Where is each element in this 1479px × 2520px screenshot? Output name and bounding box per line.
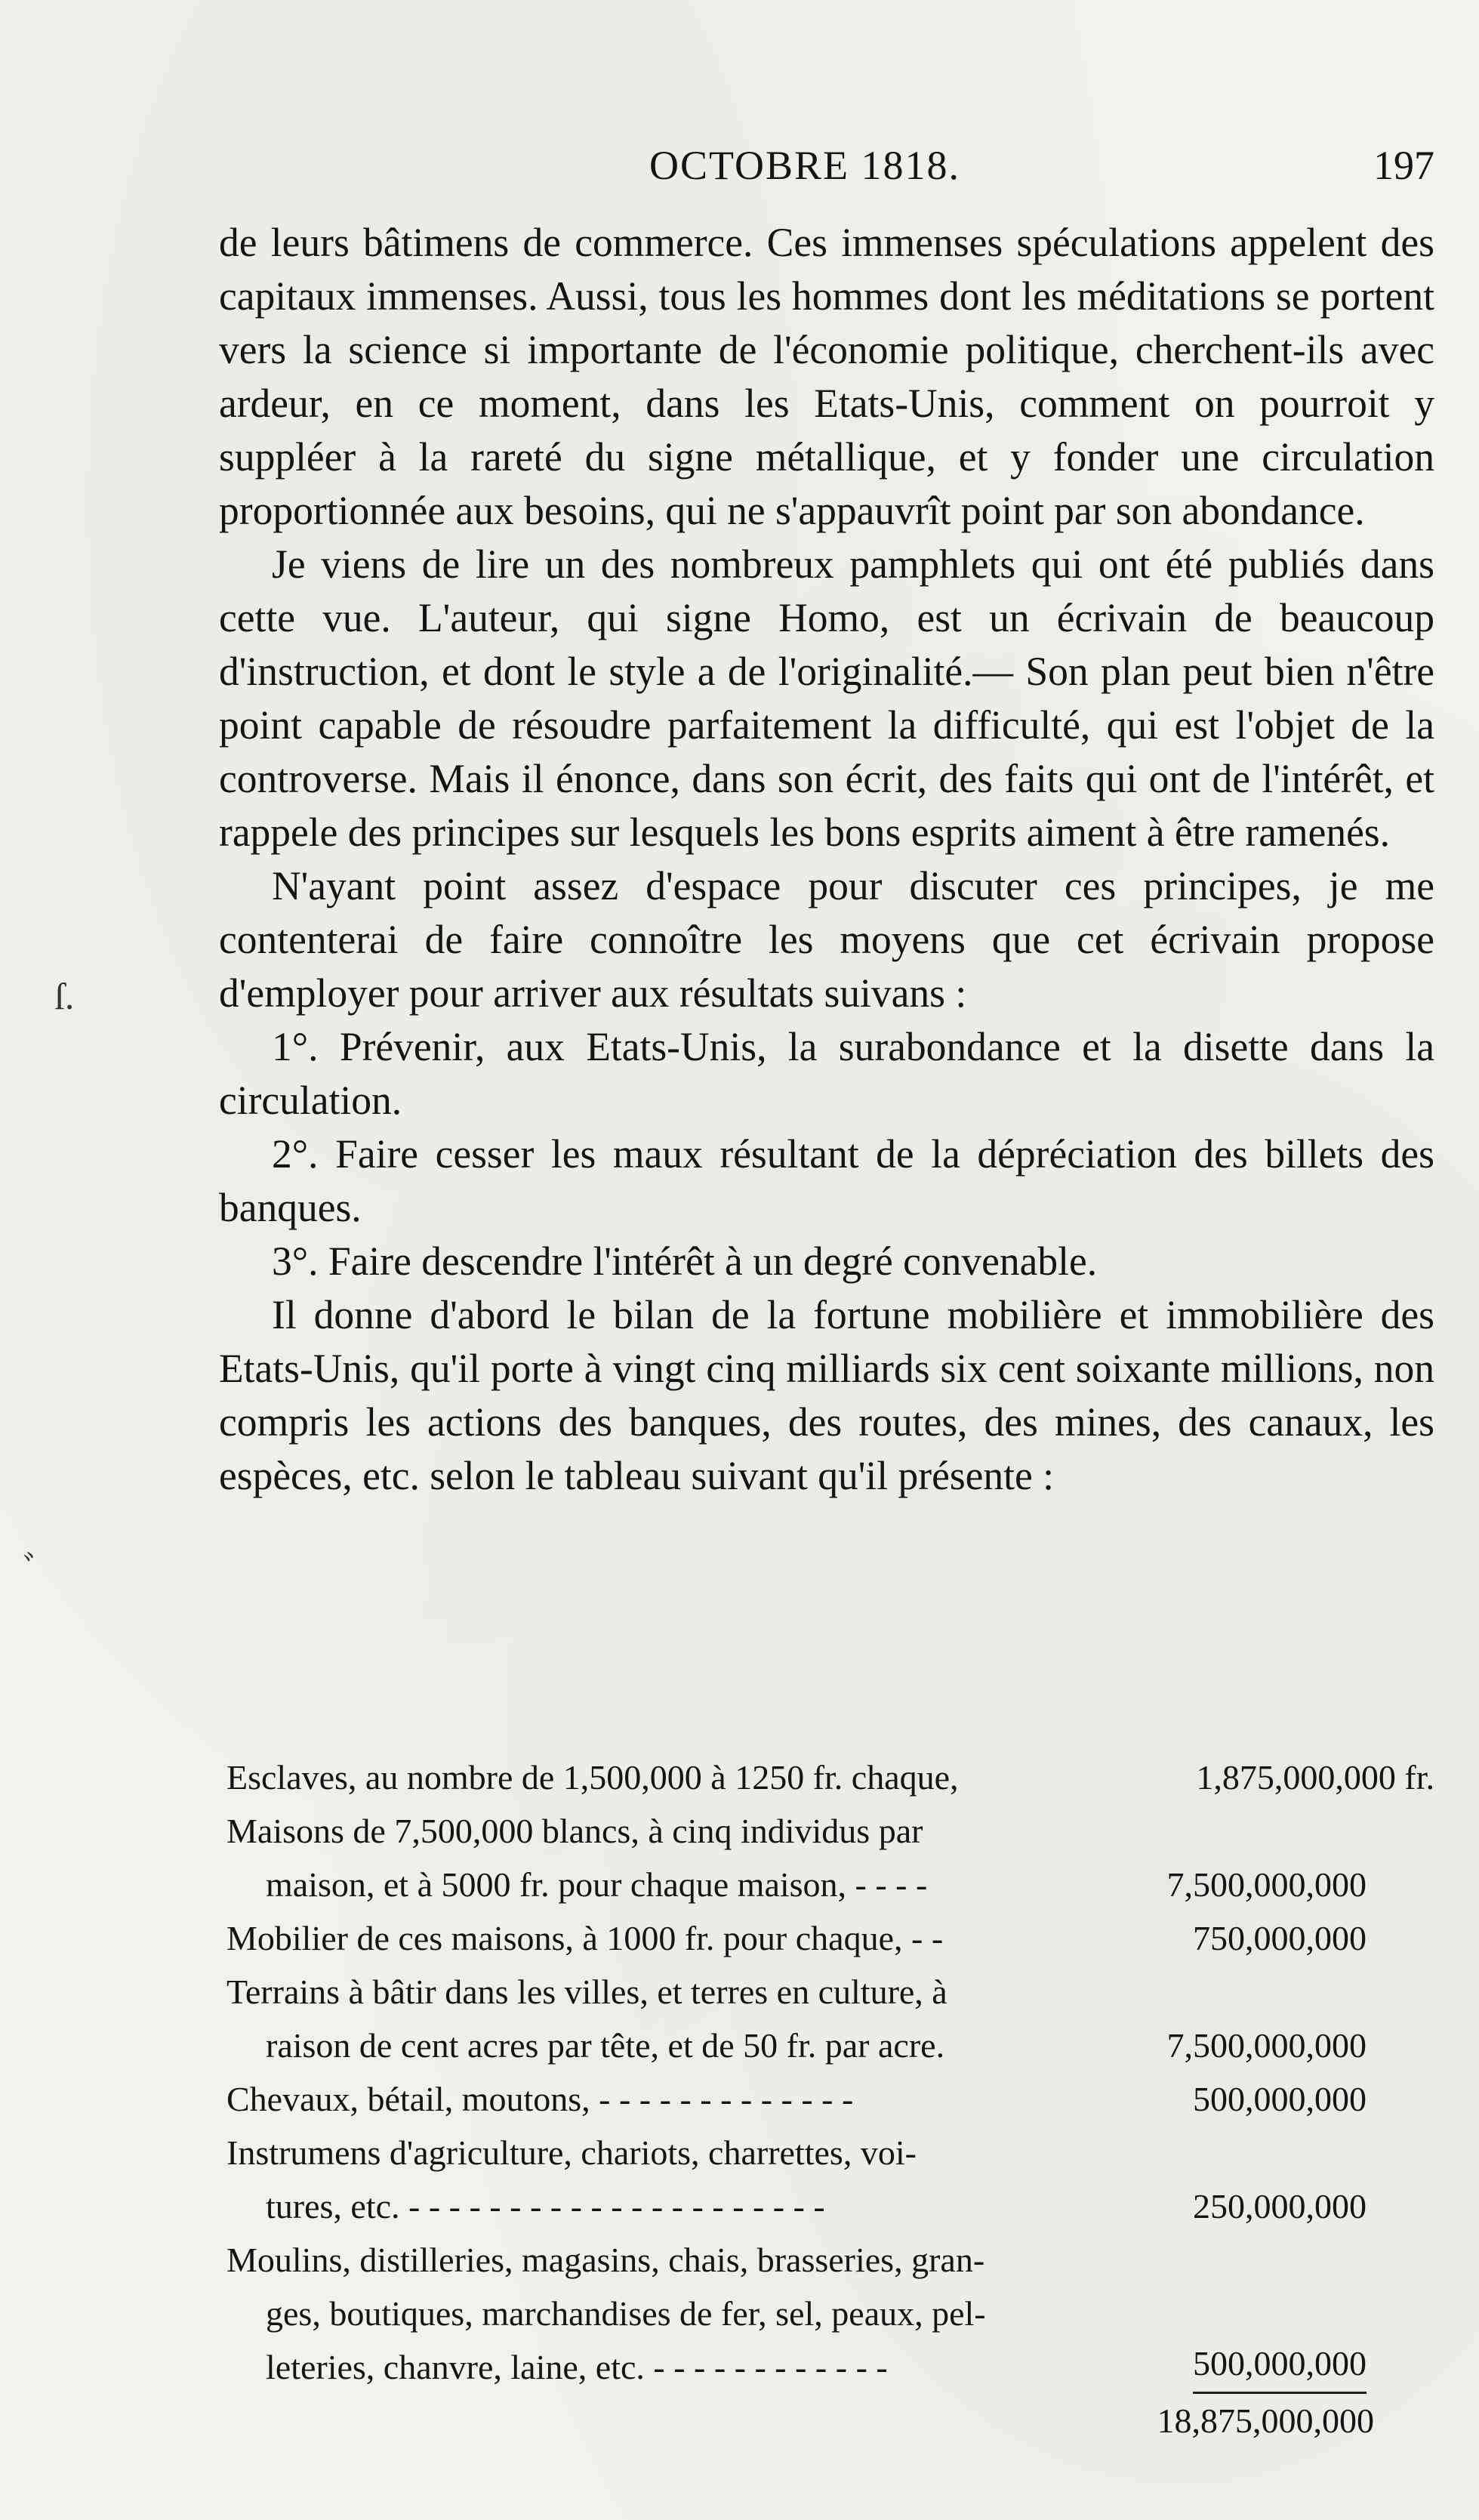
row-description: Chevaux, bétail, moutons, - - - - - - - - - - - - - [226,2080,854,2118]
row-description: Terrains à bâtir dans les villes, et terres en culture, à raison de cent acres par tête, et de 50 fr. par acre. [226,1973,947,2065]
margin-mark: ﾞ [23,1550,42,1592]
row-amount: 500,000,000 [1193,2080,1367,2118]
row-amount: 750,000,000 [1193,1919,1367,1957]
table-row [226,2072,1442,2126]
table-total-row [226,2394,1442,2448]
row-amount: 7,500,000,000 [1166,1865,1367,1904]
row-description: Moulins, distilleries, magasins, chais, brasseries, gran- ges, boutiques, marchandises de fer, sel, peaux, pel- leteries, chanvre, laine, etc. - - - - - - - - - - - - [226,2241,986,2386]
running-title: OCTOBRE 1818. [649,143,961,188]
page-number: 197 [1373,143,1434,188]
paragraph-3: N'ayant point assez d'espace pour discuter ces principes, je me contenterai de faire connoître les moyens que cet écrivain propose d'employer pour arriver aux résultats suivans : [219,863,1434,1016]
paragraph-4: 1°. Prévenir, aux Etats-Unis, la surabondance et la disette dans la circulation. [219,1024,1434,1123]
table-row [226,2126,1442,2233]
table-row [226,2233,1442,2394]
row-description: Maisons de 7,500,000 blancs, à cinq individus par maison, et à 5000 fr. pour chaque maison, - - - - [226,1812,928,1904]
row-amount: 500,000,000 [1132,2336,1434,2394]
table-row [226,1965,1442,2072]
table-row [226,1804,1442,1911]
body-text [219,216,1434,1503]
paragraph-7: Il donne d'abord le bilan de la fortune mobilière et immobilière des Etats-Unis, qu'il porte à vingt cinq milliards six cent soixante millions, non compris les actions des banques, des routes, des mines, des canaux, les espèces, etc. selon le tableau suivant qu'il présente : [219,1292,1434,1498]
margin-mark: ſ. [54,975,75,1017]
row-description: Mobilier de ces maisons, à 1000 fr. pour chaque, - - [226,1919,944,1957]
row-description: Esclaves, au nombre de 1,500,000 à 1250 fr. chaque, [226,1758,959,1797]
row-amount: 1,875,000,000 fr. [1196,1758,1434,1797]
table-row [226,1911,1442,1965]
paragraph-5: 2°. Faire cesser les maux résultant de la dépréciation des billets des banques. [219,1131,1434,1230]
table-total: 18,875,000,000 [1157,2401,1374,2440]
paragraph-1: de leurs bâtimens de commerce. Ces immenses spéculations appelent des capitaux immenses. Aussi, tous les hommes dont les méditations se portent vers la science si importante de l'économie politique, cherchent-ils avec ardeur, en ce moment, dans les Etats-Unis, comment on pourroit y suppléer à la rareté du signe métallique, et y fonder une circulation proportionnée aux besoins, qui ne s'appauvrît point par son abondance. [219,220,1434,533]
wealth-table [226,1750,1442,2448]
table-row [226,1750,1442,1804]
row-description: Instrumens d'agriculture, chariots, charrettes, voi- tures, etc. - - - - - - - - - - - - - - - - - - - - - [226,2133,917,2225]
row-amount: 250,000,000 [1193,2187,1367,2225]
paragraph-6: 3°. Faire descendre l'intérêt à un degré convenable. [272,1238,1098,1284]
page-header [219,142,1442,195]
row-amount: 7,500,000,000 [1166,2026,1367,2065]
paragraph-2: Je viens de lire un des nombreux pamphlets qui ont été publiés dans cette vue. L'auteur, qui signe Homo, est un écrivain de beaucoup d'instruction, et dont le style a de l'originalité.— Son plan peut bien n'être point capable de résoudre parfaitement la difficulté, qui est l'objet de la controverse. Mais il énonce, dans son écrit, des faits qui ont de l'intérêt, et rappele des principes sur lesquels les bons esprits aiment à être ramenés. [219,541,1434,855]
